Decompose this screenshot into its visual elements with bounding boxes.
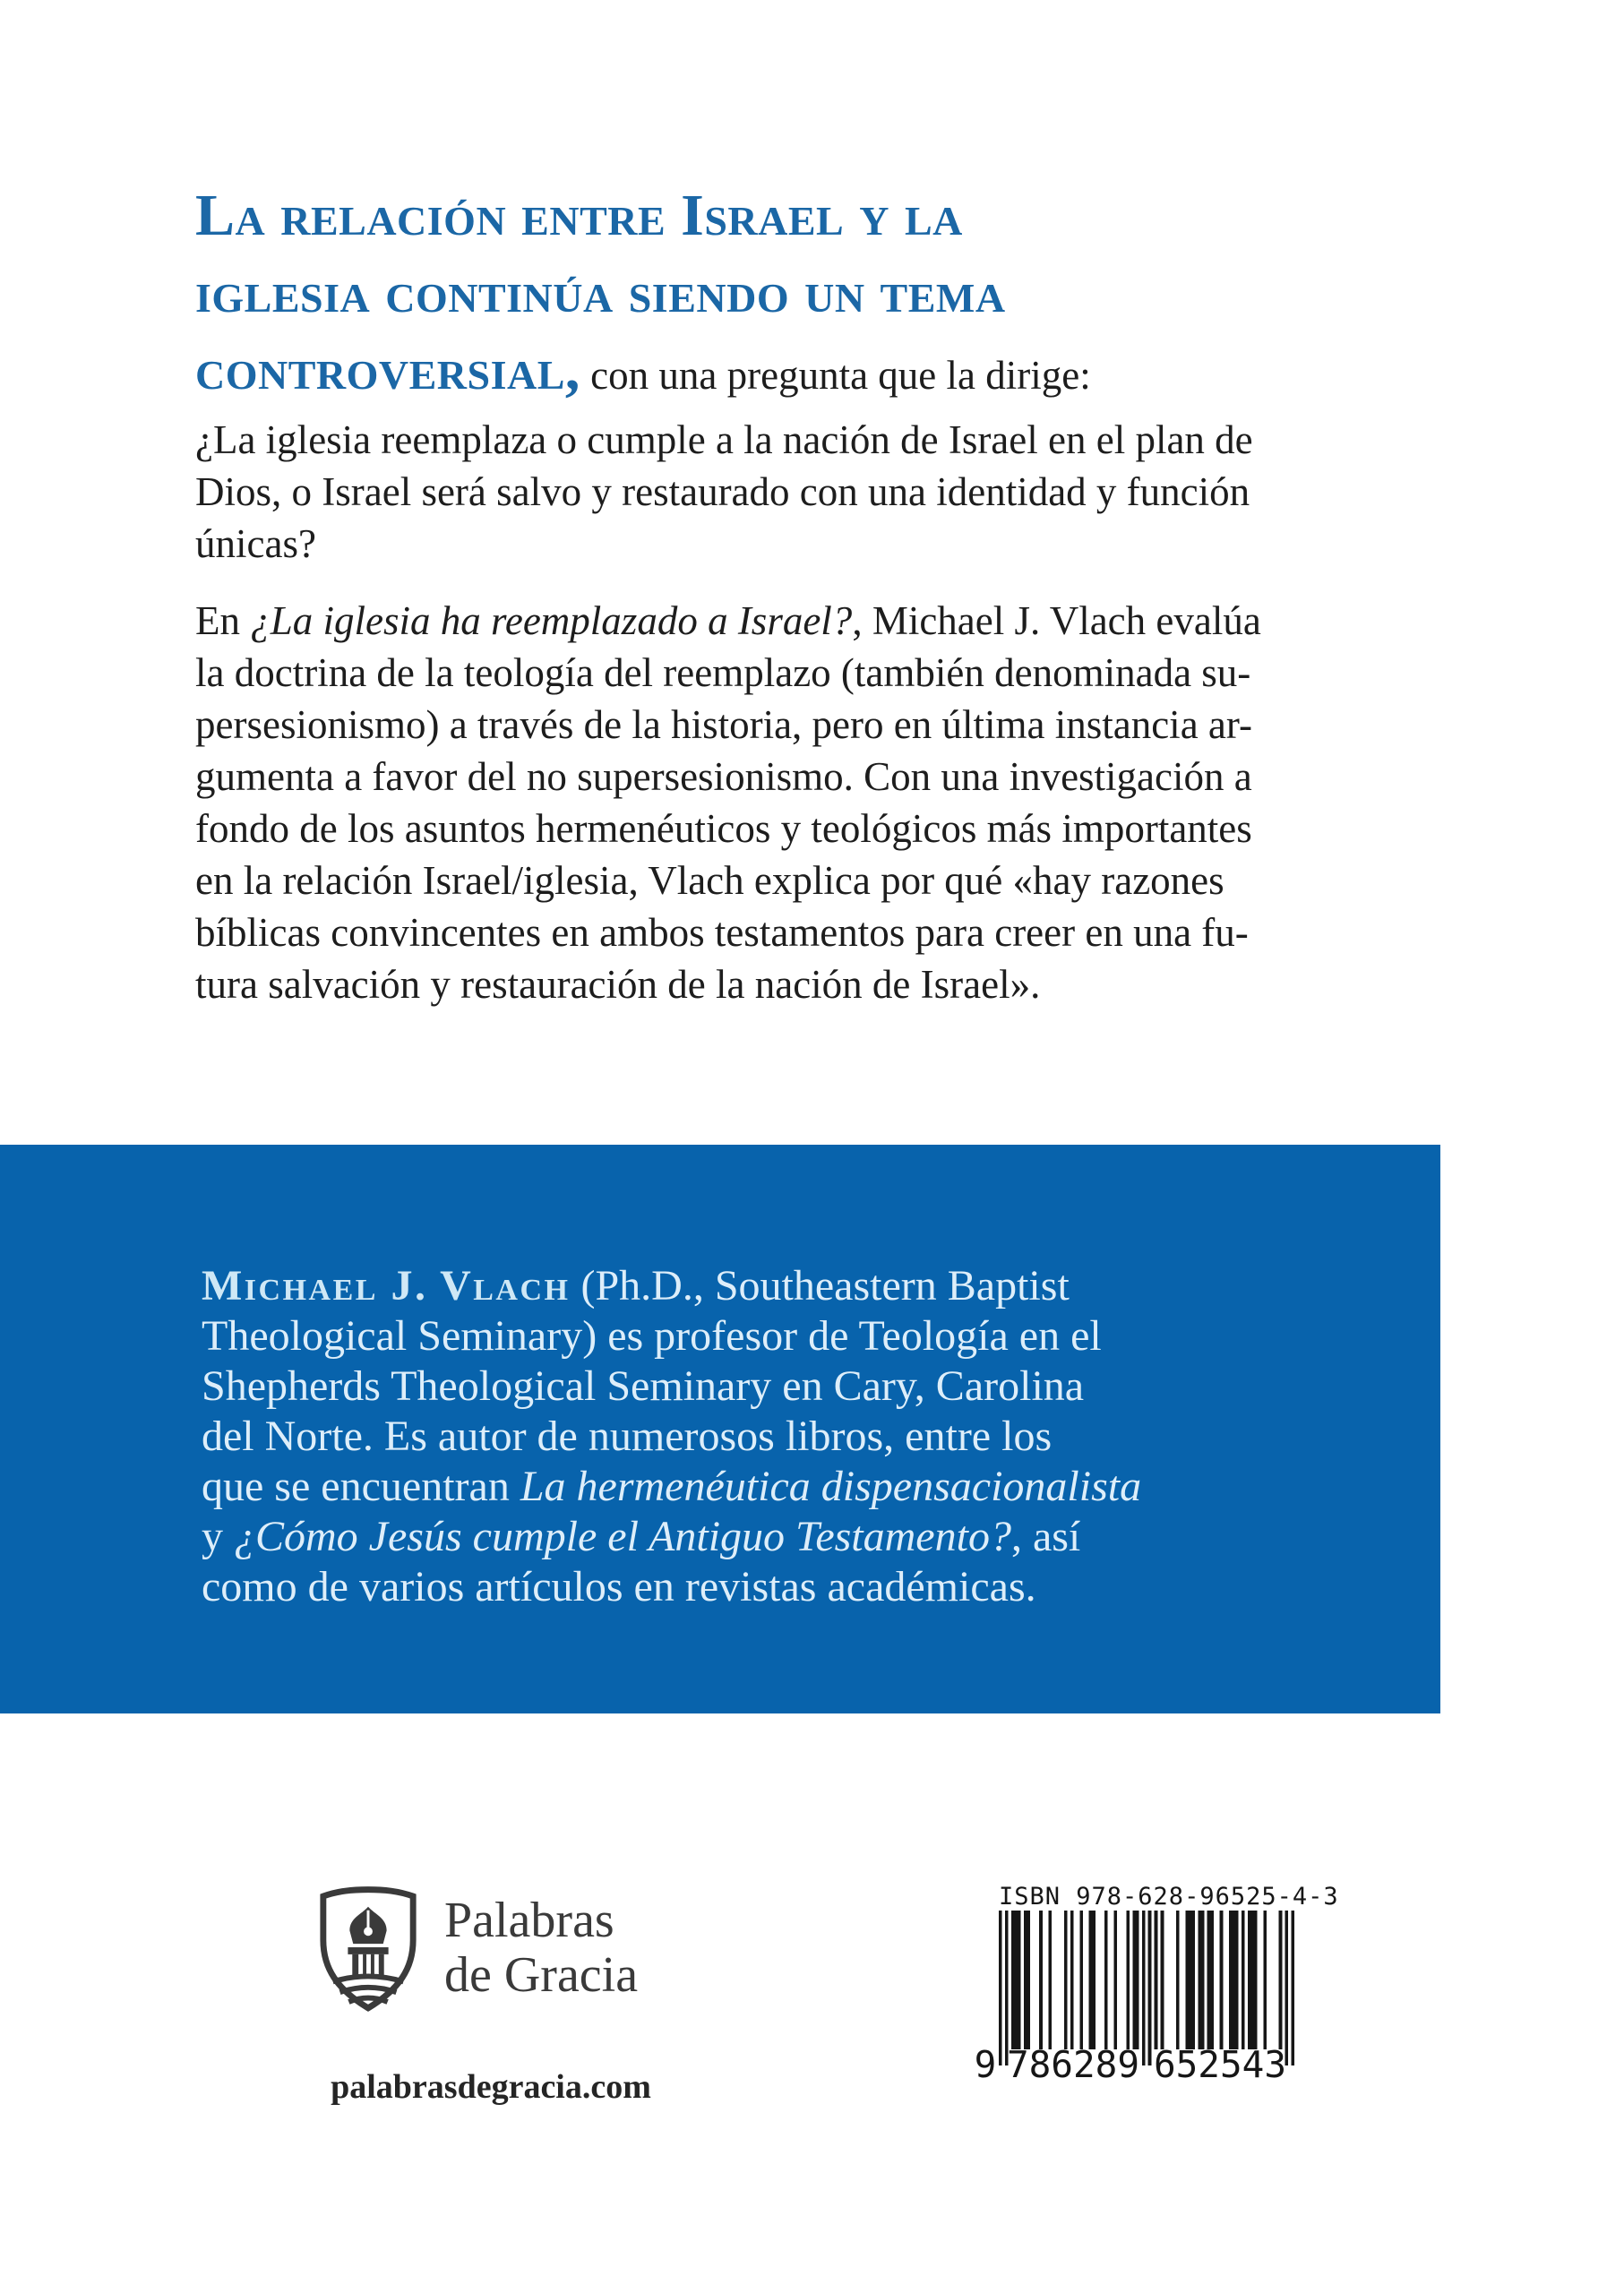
barcode-bar — [1024, 1911, 1027, 2049]
text-line — [195, 331, 1442, 414]
text-line — [195, 906, 1442, 958]
author-bio-panel — [0, 1145, 1440, 1713]
text-line — [195, 518, 1442, 570]
isbn-label: ISBN 978-628-96525-4-3 — [999, 1883, 1339, 1911]
barcode-bar — [1148, 1911, 1152, 2065]
text-line — [202, 1512, 1440, 1562]
barcode-bar — [1207, 1911, 1211, 2049]
publisher-logo-row — [315, 1886, 674, 2012]
publisher-website: palabrasdegracia.com — [331, 2068, 651, 2106]
text-line — [195, 699, 1442, 751]
text-line — [195, 466, 1442, 518]
barcode-bar — [1279, 1911, 1283, 2049]
barcode-bar — [1185, 1911, 1189, 2049]
text-line — [202, 1261, 1440, 1311]
barcode-bar — [1161, 1911, 1164, 2049]
text-line — [202, 1412, 1440, 1462]
italic-title-text: La hermenéutica dispensacionalista — [520, 1463, 1142, 1510]
barcode-bar — [1104, 1911, 1108, 2049]
text-line — [195, 177, 1442, 254]
barcode-bar — [1064, 1911, 1068, 2049]
barcode-bar — [1248, 1911, 1251, 2049]
author-name-text: Michael J. Vlach — [202, 1262, 571, 1310]
text-line — [195, 803, 1442, 855]
barcode-bar — [1079, 1911, 1083, 2049]
body-text: Dios, o Israel será salvo y restaurado con una identidad y función — [195, 469, 1250, 514]
barcode-bar — [1229, 1911, 1233, 2049]
publisher-block — [315, 1886, 674, 2107]
text-line — [195, 855, 1442, 906]
barcode-bar — [1263, 1911, 1267, 2049]
barcode-bar — [1191, 1911, 1195, 2049]
body-text: , Michael J. Vlach evalúa — [852, 598, 1261, 643]
barcode-bar — [1198, 1911, 1201, 2049]
barcode-bar — [1210, 1911, 1214, 2049]
text-line — [202, 1462, 1440, 1512]
text-line — [195, 254, 1442, 331]
barcode-digits: 786289 — [1006, 2043, 1140, 2081]
barcode-bar — [1250, 1911, 1254, 2049]
barcode-digits: 9 — [974, 2043, 997, 2081]
barcode-bar — [1233, 1911, 1236, 2049]
body-text: , así — [1010, 1513, 1081, 1560]
body-text: con una pregunta que la dirige: — [580, 353, 1091, 398]
body-text: la doctrina de la teología del reemplazo (también denominada su- — [195, 650, 1251, 695]
text-line — [195, 647, 1442, 699]
body-text: persesionismo) a través de la historia, pero en última instancia ar- — [195, 702, 1252, 747]
ean13-barcode — [972, 1911, 1299, 2081]
italic-title-text: ¿La iglesia ha reemplazado a Israel? — [250, 598, 853, 643]
intro-section — [195, 177, 1442, 1010]
barcode-bar — [1014, 1911, 1018, 2049]
barcode-bar — [1089, 1911, 1093, 2049]
body-text: del Norte. Es autor de numerosos libros, entre los — [202, 1413, 1053, 1460]
barcode-bar — [1176, 1911, 1180, 2049]
body-text: en la relación Israel/iglesia, Vlach explica por qué «hay razones — [195, 858, 1224, 903]
barcode-bar — [1292, 1911, 1295, 2065]
barcode-bar — [1201, 1911, 1205, 2049]
barcode-bar — [1011, 1911, 1015, 2049]
body-text: Theological Seminary) es profesor de Teología en el — [202, 1312, 1102, 1360]
publisher-name-line2: de Gracia — [444, 1947, 639, 2003]
barcode-bar — [1018, 1911, 1021, 2049]
text-line — [202, 1311, 1440, 1361]
column-icon — [348, 1947, 388, 1977]
body-text: tura salvación y restauración de la nación de Israel». — [195, 962, 1041, 1007]
barcode-bar — [1039, 1911, 1043, 2049]
barcode-bar — [1132, 1911, 1136, 2049]
waves-icon — [333, 1976, 404, 2002]
barcode-bar — [1126, 1911, 1130, 2049]
barcode-bar — [1235, 1911, 1239, 2049]
body-text: y — [202, 1513, 234, 1560]
body-text: Shepherds Theological Seminary en Cary, Carolina — [202, 1362, 1085, 1410]
pen-nib-icon — [349, 1907, 386, 1944]
barcode-bar — [1027, 1911, 1030, 2049]
barcode-bar — [1220, 1911, 1224, 2049]
barcode-bar — [1070, 1911, 1074, 2049]
text-line — [195, 414, 1442, 466]
barcode-bar — [1049, 1911, 1053, 2049]
headline-text: La relación entre Israel y la — [195, 183, 963, 248]
body-text: bíblicas convincentes en ambos testamentos para creer en una fu- — [195, 910, 1249, 955]
barcode-bar — [1242, 1911, 1245, 2049]
body-text: ¿La iglesia reemplaza o cumple a la nación de Israel en el plan de — [195, 417, 1253, 462]
publisher-name-line1: Palabras — [444, 1893, 614, 1948]
barcode-bar — [1092, 1911, 1096, 2049]
barcode-bar — [1254, 1911, 1258, 2049]
publisher-name — [444, 1886, 638, 2003]
barcode-bar — [999, 1911, 1002, 2065]
author-bio-text — [0, 1145, 1440, 1612]
text-line — [195, 595, 1442, 647]
body-text: que se encuentran — [202, 1463, 520, 1510]
body-text: únicas? — [195, 521, 316, 566]
text-line — [195, 751, 1442, 803]
headline-text: iglesia continúa siendo un tema — [195, 260, 1006, 325]
body-text: En — [195, 598, 251, 643]
text-line — [202, 1361, 1440, 1412]
body-text: fondo de los asuntos hermenéuticos y teológicos más importantes — [195, 806, 1252, 851]
barcode-bar — [1114, 1911, 1118, 2049]
body-text: como de varios artículos en revistas académicas. — [202, 1563, 1036, 1610]
barcode-bar — [1142, 1911, 1146, 2065]
headline-text: controversial, — [195, 337, 580, 402]
barcode-digits: 652543 — [1153, 2043, 1287, 2081]
text-line — [202, 1562, 1440, 1612]
publisher-shield-icon — [315, 1886, 421, 2012]
barcode-bar — [1155, 1911, 1158, 2049]
body-text: gumenta a favor del no supersesionismo. Con una investigación a — [195, 754, 1252, 799]
body-text: (Ph.D., Southeastern Baptist — [570, 1262, 1070, 1310]
italic-title-text: ¿Cómo Jesús cumple el Antiguo Testamento? — [234, 1513, 1011, 1560]
barcode-bar — [1136, 1911, 1139, 2049]
text-line — [195, 958, 1442, 1010]
barcode-bar — [1189, 1911, 1192, 2049]
